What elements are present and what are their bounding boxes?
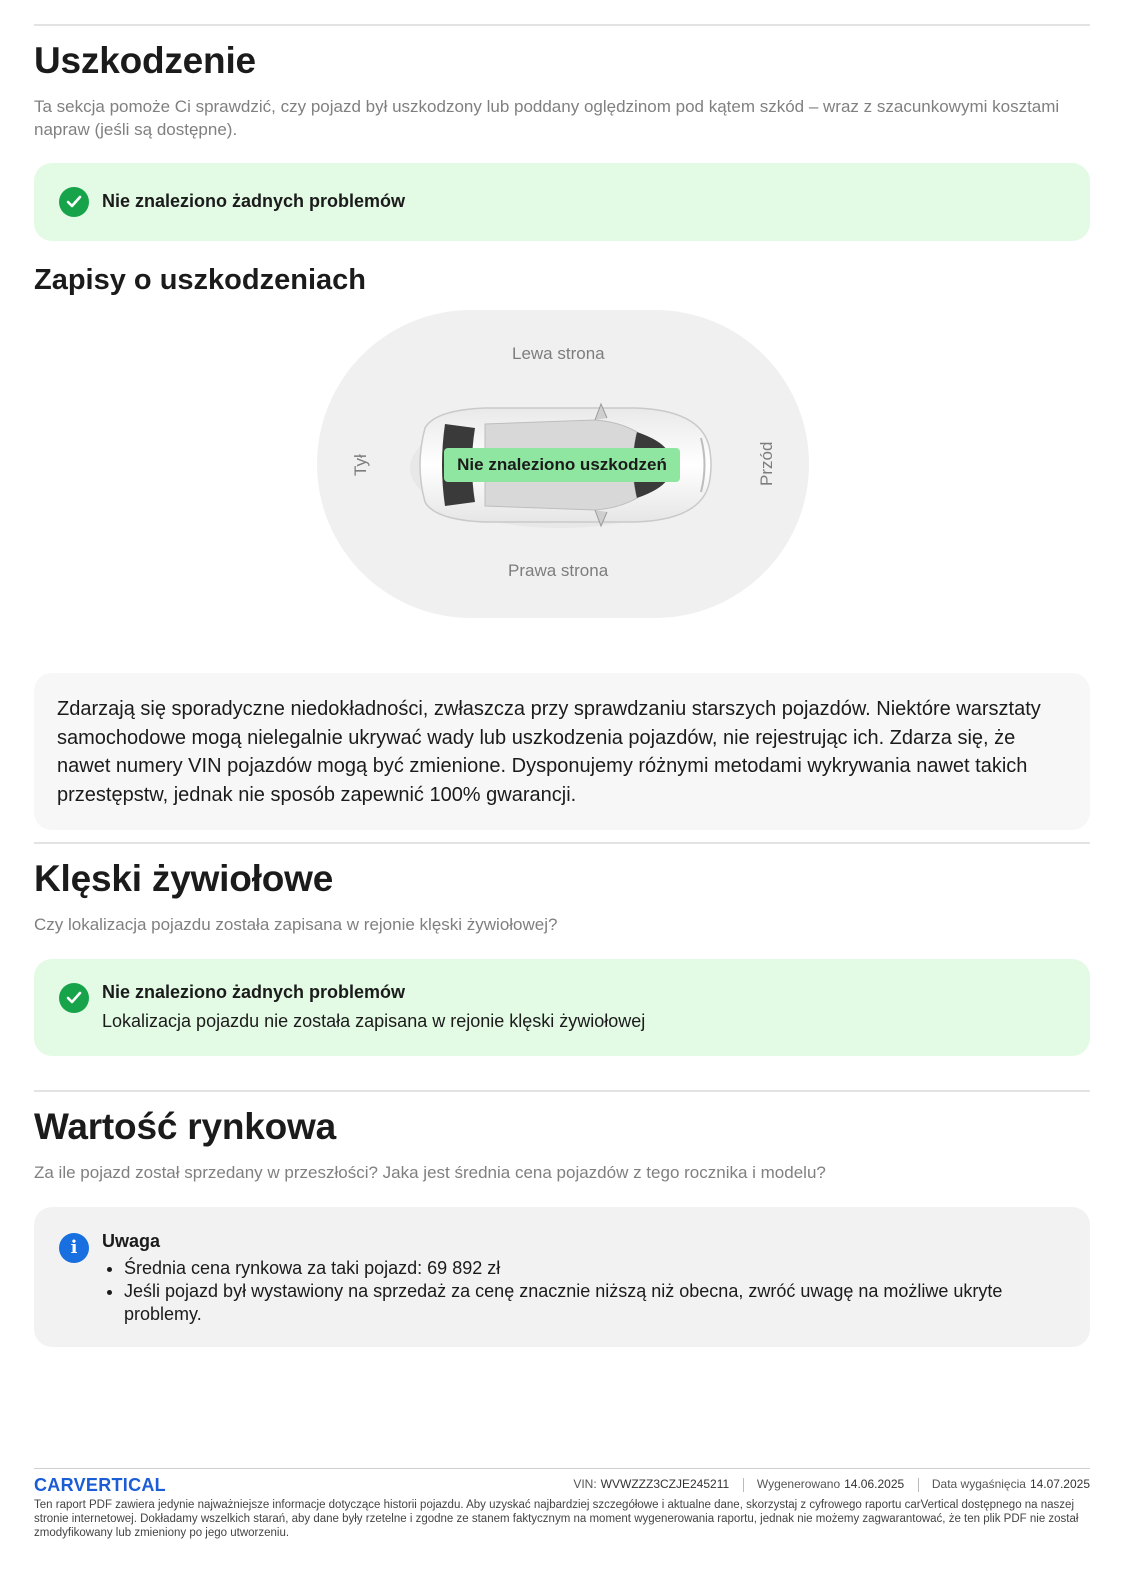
- disasters-status-box: [34, 959, 1090, 1056]
- no-damage-badge: Nie znaleziono uszkodzeń: [444, 448, 680, 482]
- meta-separator: [918, 1478, 919, 1492]
- expires-value: 14.07.2025: [1029, 1477, 1090, 1491]
- check-circle-icon: [59, 983, 89, 1013]
- damage-title: Uszkodzenie: [34, 40, 256, 81]
- list-item: • Średnia cena rynkowa za taki pojazd: 69 892 zł: [124, 1257, 1074, 1280]
- footer-divider: [34, 1468, 1090, 1469]
- report-meta: [573, 1477, 1090, 1492]
- front-label: Przód: [757, 441, 776, 486]
- damage-status-title: Nie znaleziono żadnych problemów: [102, 191, 406, 211]
- right-side-label: Prawa strona: [508, 561, 609, 580]
- carvertical-logo: CARVERTICAL: [34, 1475, 166, 1495]
- left-side-label: Lewa strona: [512, 344, 605, 363]
- damage-status-box: [34, 163, 1090, 241]
- footer-fineprint: Ten raport PDF zawiera jedynie najważniejsze informacje dotyczące historii pojazdu. Aby uzyskać najbardziej szczegółowe i aktualne dane, skorzystaj z cyfrowego raportu carVertical dostępnego na naszej stronie internetowej. Dokładamy wszelkich starań, aby dane były rzetelne i zgodne ze stanem faktycznym na moment wygenerowania raportu, jednak nie możemy zagwarantować, że ten plik PDF nie został zmodyfikowany lub zmieniony po jego utworzeniu.: [34, 1499, 1079, 1539]
- market-title: Wartość rynkowa: [34, 1106, 336, 1147]
- market-lead: Za ile pojazd został sprzedany w przeszłości? Jaka jest średnia cena pojazdów z tego rocznika i modelu?: [34, 1163, 826, 1182]
- top-divider: [34, 24, 1090, 26]
- expires-label: Data wygaśnięcia: [931, 1477, 1026, 1491]
- disasters-status-text: Lokalizacja pojazdu nie została zapisana w rejonie klęski żywiołowej: [102, 1011, 646, 1031]
- list-item: • Jeśli pojazd był wystawiony na sprzedaż za cenę znacznie niższą niż obecna, zwróć uwagę na możliwe ukryte problemy.: [124, 1280, 1074, 1326]
- market-note-box: [34, 1207, 1090, 1347]
- records-title: Zapisy o uszkodzeniach: [34, 264, 366, 296]
- damage-lead: Ta sekcja pomoże Ci sprawdzić, czy pojazd był uszkodzony lub poddany oględzinom pod kątem szkód – wraz z szacunkowymi kosztami napraw (jeśli są dostępne).: [34, 97, 1060, 139]
- vin-label: VIN:: [573, 1477, 597, 1491]
- accuracy-disclaimer: Zdarzają się sporadyczne niedokładności, zwłaszcza przy sprawdzaniu starszych pojazdów. Niektóre warsztaty samochodowe mogą nielegalnie ukrywać wady lub uszkodzenia pojazdów, nie rejestrując ich. Zdarza się, że nawet numery VIN pojazdów mogą być zmienione. Dysponujemy różnymi metodami wykrywania nawet takich przestępstw, jednak nie sposób zapewnić 100% gwarancji.: [57, 698, 1041, 806]
- section-divider: [34, 1090, 1090, 1092]
- accuracy-disclaimer-box: [34, 673, 1090, 830]
- note-title: Uwaga: [102, 1231, 161, 1251]
- rear-label: Tył: [351, 454, 370, 476]
- disasters-title: Klęski żywiołowe: [34, 858, 334, 899]
- generated-value: 14.06.2025: [844, 1477, 905, 1491]
- note-list: [102, 1257, 1074, 1326]
- meta-separator: [743, 1478, 744, 1492]
- section-divider: [34, 842, 1090, 844]
- generated-label: Wygenerowano: [756, 1477, 841, 1491]
- disasters-status-title: Nie znaleziono żadnych problemów: [102, 982, 406, 1002]
- disasters-lead: Czy lokalizacja pojazdu została zapisana w rejonie klęski żywiołowej?: [34, 915, 558, 934]
- vin-value: WVWZZZ3CZJE245211: [600, 1477, 730, 1491]
- info-icon: i: [59, 1233, 89, 1263]
- damage-diagram: [317, 310, 809, 618]
- check-circle-icon: [59, 187, 89, 217]
